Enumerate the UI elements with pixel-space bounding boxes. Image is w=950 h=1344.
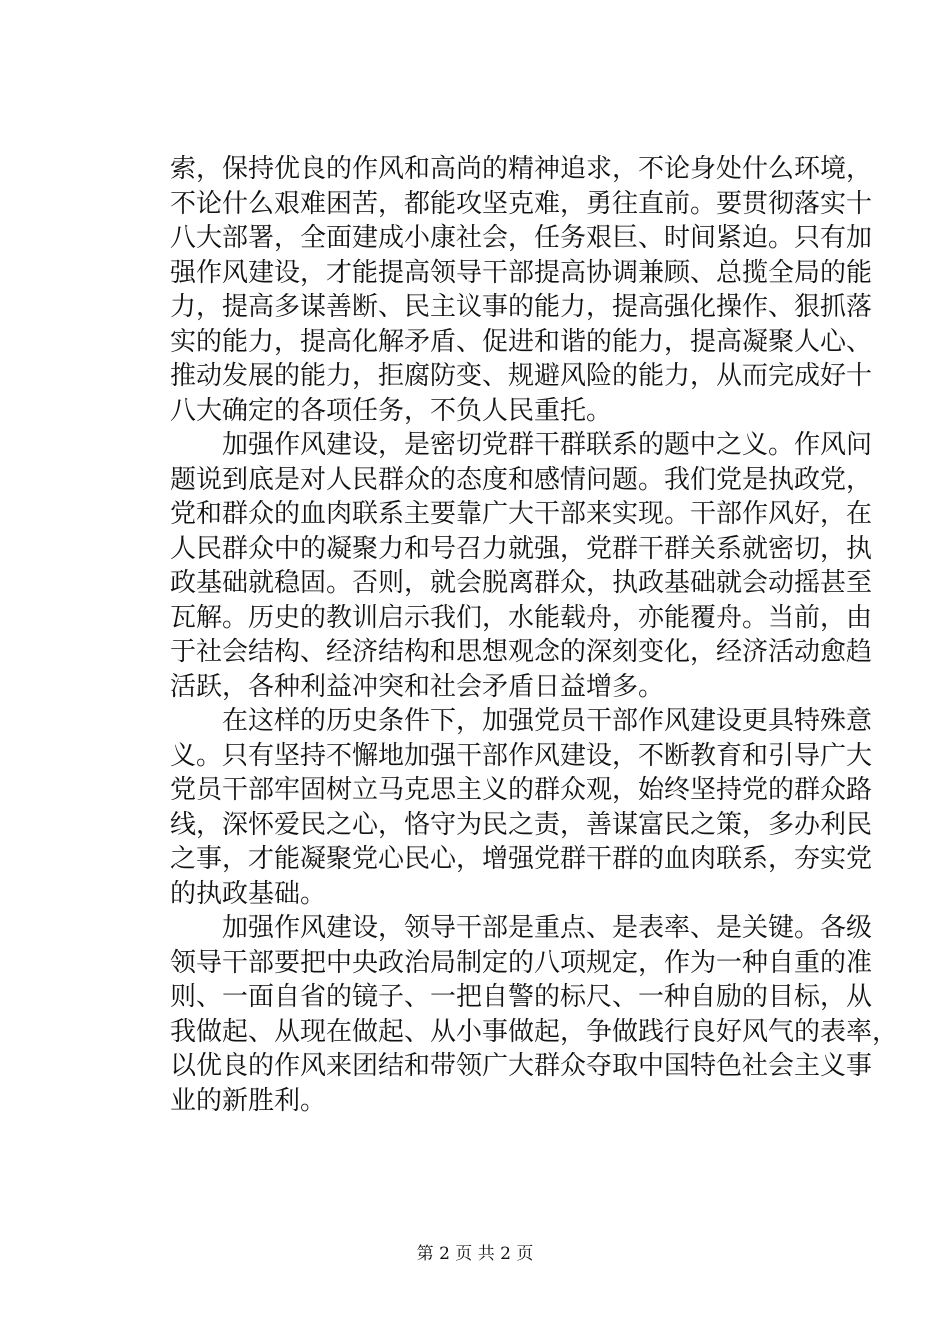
text-line: 瓦解。历史的教训启示我们，水能载舟，亦能覆舟。当前，由	[170, 602, 873, 633]
page-number-footer: 第 2 页 共 2 页	[416, 1244, 534, 1264]
text-line: 不论什么艰难困苦，都能攻坚克难，勇往直前。要贯彻落实十	[170, 188, 873, 219]
text-line: 则、一面自省的镜子、一把自警的标尺、一种自励的目标，从	[170, 982, 873, 1012]
text-line: 加强作风建设，是密切党群干群联系的题中之义。作风问	[170, 430, 873, 460]
text-line: 强作风建设，才能提高领导干部提高协调兼顾、总揽全局的能	[170, 257, 873, 288]
text-line: 于社会结构、经济结构和思想观念的深刻变化，经济活动愈趋	[170, 637, 873, 667]
text-line: 的执政基础。	[170, 878, 327, 909]
text-line: 线，深怀爱民之心，恪守为民之责，善谋富民之策，多办利民	[170, 809, 873, 840]
text-line: 之事，才能凝聚党心民心，增强党群干群的血肉联系，夯实党	[170, 844, 873, 874]
text-line: 党和群众的血肉联系主要靠广大干部来实现。干部作风好，在	[170, 499, 873, 529]
text-line: 义。只有坚持不懈地加强干部作风建设，不断教育和引导广大	[170, 740, 873, 771]
document-body	[170, 152, 899, 1118]
text-line: 在这样的历史条件下，加强党员干部作风建设更具特殊意	[170, 706, 873, 736]
text-line: 实的能力，提高化解矛盾、促进和谐的能力，提高凝聚人心、	[170, 326, 873, 357]
text-line: 八大部署，全面建成小康社会，任务艰巨、时间紧迫。只有加	[170, 223, 873, 253]
text-line: 我做起、从现在做起、从小事做起，争做践行良好风气的表率，	[170, 1016, 899, 1047]
text-line: 活跃，各种利益冲突和社会矛盾日益增多。	[170, 671, 665, 702]
text-line: 业的新胜利。	[170, 1085, 327, 1116]
text-line: 党员干部牢固树立马克思主义的群众观，始终坚持党的群众路	[170, 775, 873, 805]
text-line: 以优良的作风来团结和带领广大群众夺取中国特色社会主义事	[170, 1051, 873, 1081]
text-line: 人民群众中的凝聚力和号召力就强，党群干群关系就密切，执	[170, 533, 873, 564]
text-line: 推动发展的能力，拒腐防变、规避风险的能力，从而完成好十	[170, 361, 873, 391]
text-line: 政基础就稳固。否则，就会脱离群众，执政基础就会动摇甚至	[170, 568, 873, 598]
text-line: 八大确定的各项任务，不负人民重托。	[170, 395, 613, 426]
text-line: 加强作风建设，领导干部是重点、是表率、是关键。各级	[170, 913, 873, 943]
text-line: 力，提高多谋善断、民主议事的能力，提高强化操作、狠抓落	[170, 292, 873, 322]
text-line: 领导干部要把中央政治局制定的八项规定，作为一种自重的准	[170, 947, 873, 978]
text-line: 题说到底是对人民群众的态度和感情问题。我们党是执政党，	[170, 464, 873, 495]
text-line: 索，保持优良的作风和高尚的精神追求，不论身处什么环境，	[170, 154, 873, 184]
